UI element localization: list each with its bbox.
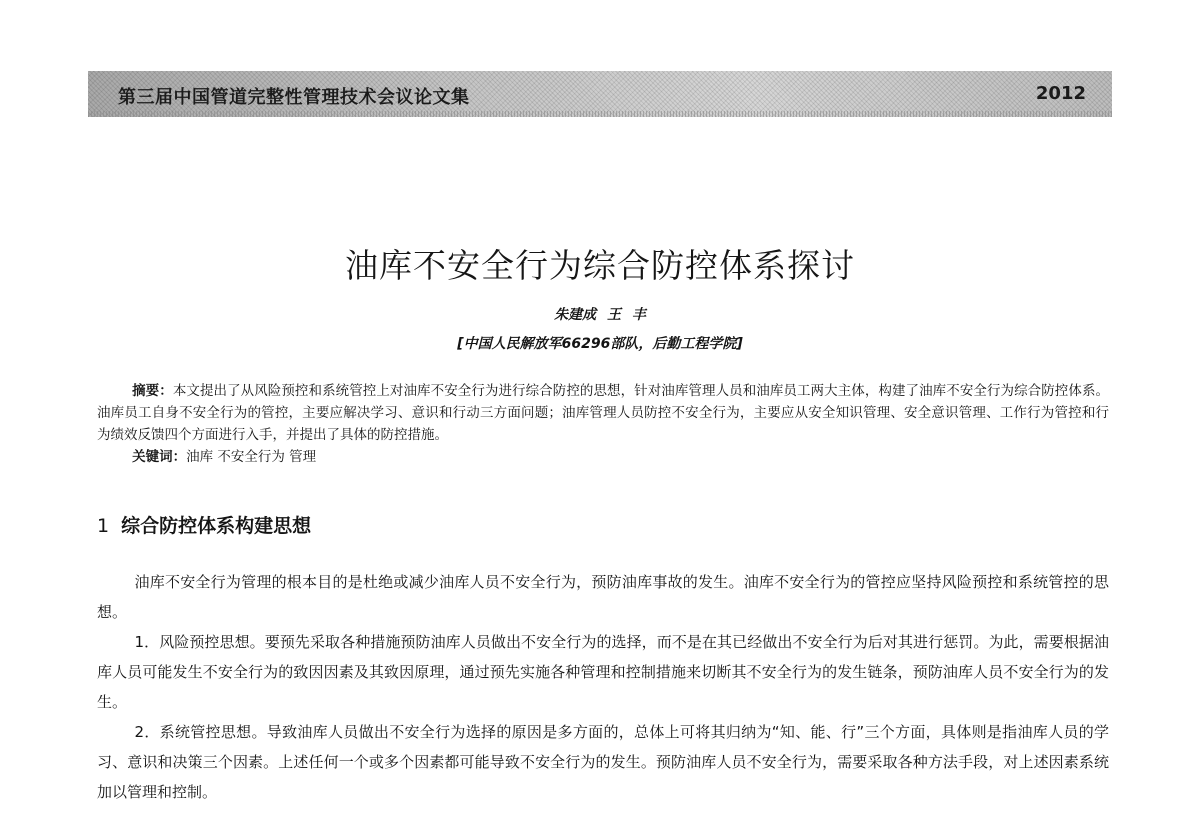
paper-title: 油库不安全行为综合防控体系探讨 [345, 246, 855, 285]
running-header [88, 71, 1112, 117]
abstract-label: 摘要： [132, 383, 173, 399]
abstract-text: 本文提出了从风险预控和系统管控上对油库不安全行为进行综合防控的思想，针对油库管理人员和油库员工两大主体，构建了油库不安全行为综合防控体系。油库员工自身不安全行为的管控，主要应解决学习、意识和行动三方面问题；油库管理人员防控不安全行为，主要应从安全知识管理、安全意识管理、工作行为管控和行为绩效反馈四个方面进行入手，并提出了具体的防控措施。 [97, 383, 1110, 443]
author-affiliation: [中国人民解放军66296部队，后勤工程学院] [457, 336, 743, 352]
body-paragraph: 1．风险预控思想。要预先采取各种措施预防油库人员做出不安全行为的选择，而不是在其已经做出不安全行为后对其进行惩罚。为此，需要根据油库人员可能发生不安全行为的致因因素及其致因原理，通过预先实施各种管理和控制措施来切断其不安全行为的发生链条，预防油库人员不安全行为的发生。 [97, 633, 1109, 711]
keywords-text: 油库 不安全行为 管理 [186, 449, 317, 465]
keywords-paragraph [97, 446, 1109, 468]
section-heading [97, 511, 311, 538]
author-list: 朱建成 王 丰 [554, 307, 646, 323]
proceedings-title: 第三届中国管道完整性管理技术会议论文集 [118, 87, 470, 108]
section-title: 综合防控体系构建思想 [121, 515, 312, 537]
abstract-paragraph [97, 380, 1109, 446]
abstract-block [97, 380, 1109, 468]
header-divider [88, 111, 1112, 117]
proceedings-year: 2012 [1035, 83, 1086, 104]
body-paragraph: 2．系统管控思想。导致油库人员做出不安全行为选择的原因是多方面的，总体上可将其归纳为“知、能、行”三个方面，具体则是指油库人员的学习、意识和决策三个因素。上述任何一个或多个因素都可能导致不安全行为的发生。预防油库人员不安全行为，需要采取各种方法手段，对上述因素系统加以管理和控制。 [97, 723, 1109, 801]
keywords-label: 关键词： [132, 449, 187, 465]
section-body [97, 567, 1109, 807]
body-paragraph: 油库不安全行为管理的根本目的是杜绝或减少油库人员不安全行为，预防油库事故的发生。油库不安全行为的管控应坚持风险预控和系统管控的思想。 [97, 573, 1109, 621]
section-number: 1 [97, 515, 110, 537]
